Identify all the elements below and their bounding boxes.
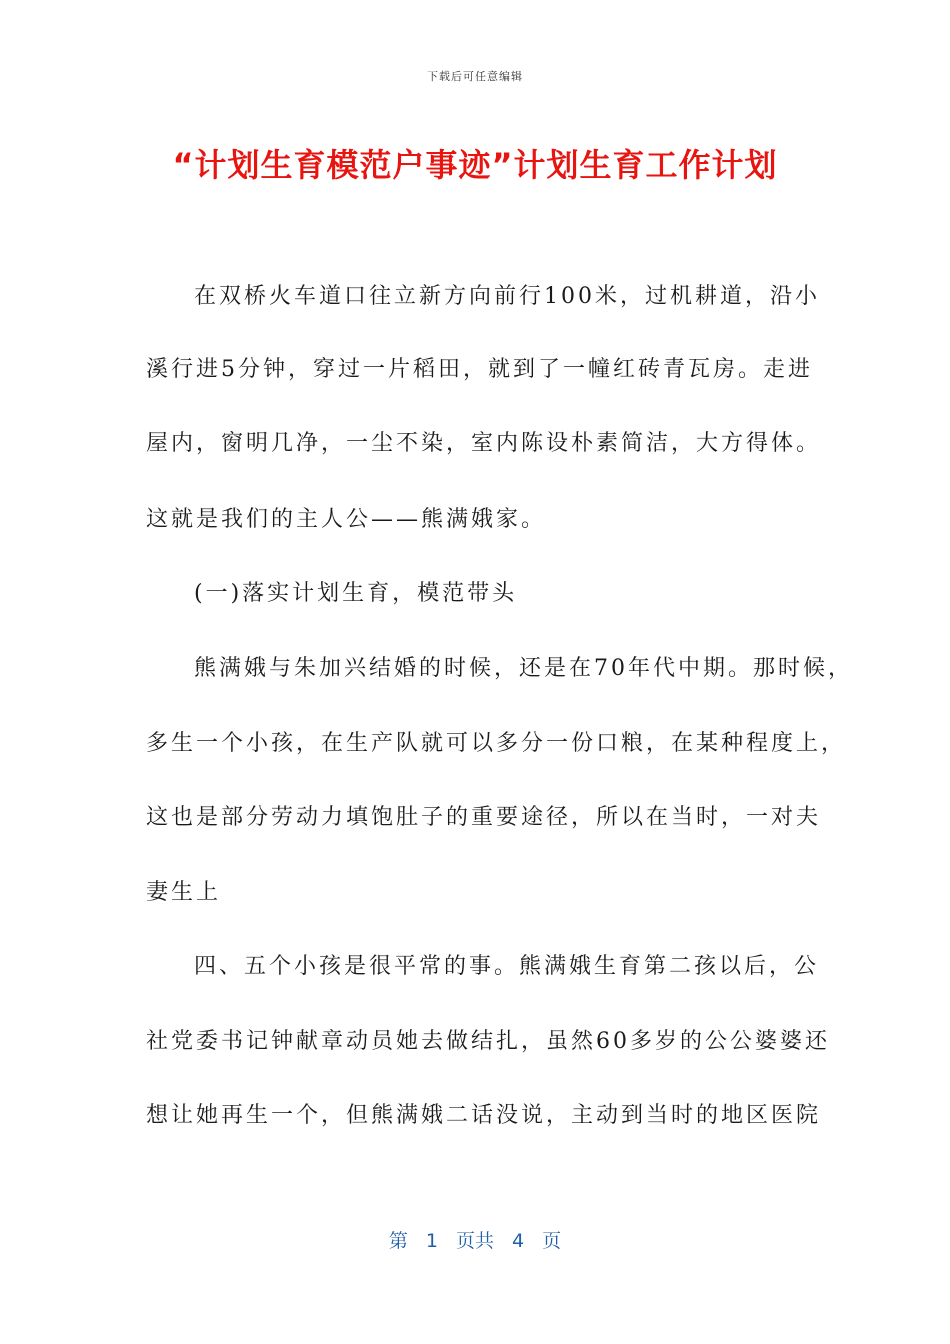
paragraph-line: 四、五个小孩是很平常的事。熊满娥生育第二孩以后，公 [194,954,820,979]
paragraph-line: 屋内，窗明几净，一尘不染，室内陈设朴素简洁，大方得体。 [146,431,822,456]
paragraph-line: 熊满娥与朱加兴结婚的时候，还是在70年代中期。那时候， [194,656,853,681]
paragraph-line: 妻生上 [146,880,222,905]
paragraph-line: 这也是部分劳动力填饱肚子的重要途径，所以在当时，一对夫 [146,805,822,830]
paragraph-line: 多生一个小孩，在生产队就可以多分一份口粮，在某种程度上， [146,731,847,756]
page-suffix: 页 [542,1230,562,1252]
paragraph-line: 这就是我们的主人公——熊满娥家。 [146,507,547,532]
paragraph-line: 溪行进5分钟，穿过一片稻田，就到了一幢红砖青瓦房。走进 [146,357,813,382]
page-total: 4 [512,1230,525,1252]
paragraph-line: 社党委书记钟献章动员她去做结扎，虽然60多岁的公公婆婆还 [146,1029,830,1054]
page-middle: 页共 [455,1230,494,1252]
header-note: 下载后可任意编辑 [427,70,523,83]
paragraph-line: 想让她再生一个，但熊满娥二话没说，主动到当时的地区医院 [146,1103,822,1128]
document-title: “计划生育模范户事迹”计划生育工作计划 [172,146,778,184]
page-prefix: 第 [388,1230,408,1252]
page-number: 1 [425,1230,438,1252]
paragraph-line: 在双桥火车道口往立新方向前行100米，过机耕道，沿小 [194,284,820,309]
section-heading: (一)落实计划生育，模范带头 [194,581,518,606]
page-number-footer [0,1226,950,1253]
